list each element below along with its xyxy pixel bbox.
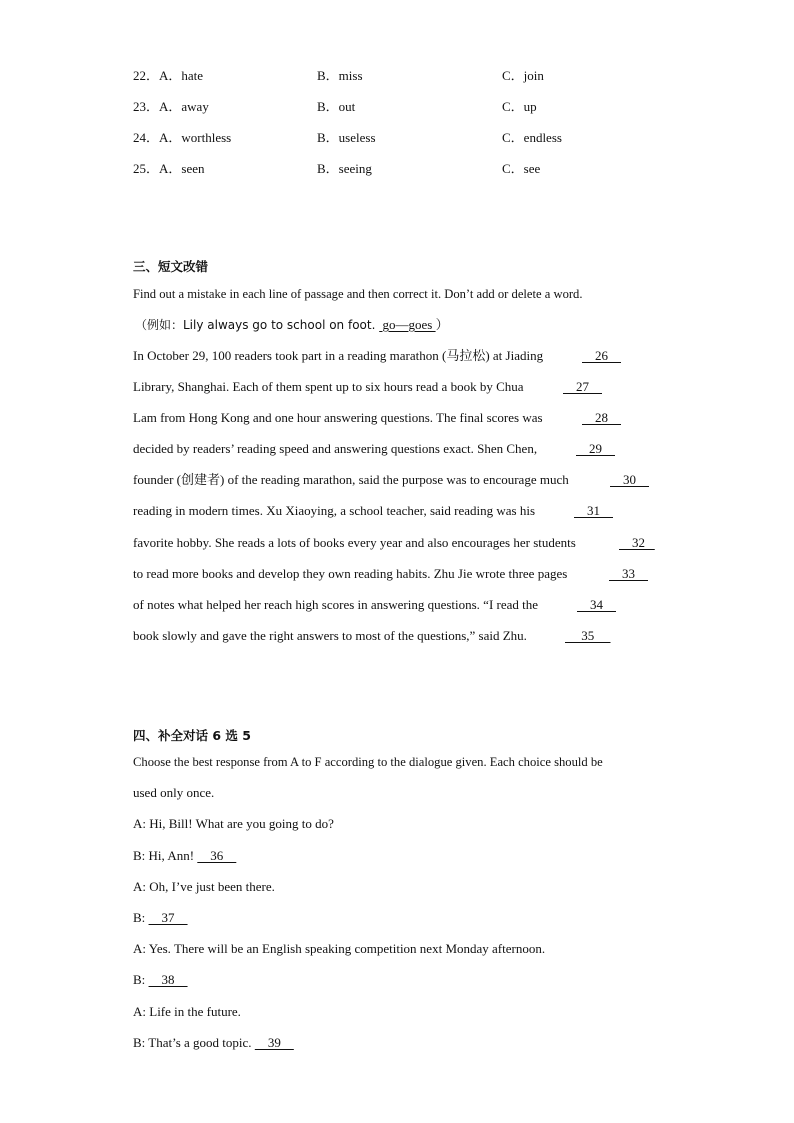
example-prefix: （例如：Lily always go to school on foot. bbox=[135, 318, 380, 332]
passage-text: to read more books and develop they own reading habits. Zhu Jie wrote three pages bbox=[133, 566, 568, 581]
answer-blank-28[interactable]: 28 bbox=[582, 410, 621, 425]
dialogue-line bbox=[133, 940, 545, 958]
passage-text: founder (创建者) of the reading marathon, said the purpose was to encourage much bbox=[133, 472, 569, 487]
passage-text: reading in modern times. Xu Xiaoying, a school teacher, said reading was his bbox=[133, 503, 536, 518]
answer-blank-36[interactable]: 36 bbox=[197, 848, 237, 863]
option-c: C．up bbox=[502, 99, 537, 114]
passage-line bbox=[133, 347, 621, 365]
dialogue-line bbox=[133, 1003, 241, 1021]
dialogue-line bbox=[133, 815, 334, 833]
passage-line bbox=[133, 565, 648, 583]
section-3-heading: 三、短文改错 bbox=[133, 259, 209, 274]
option-c: C．endless bbox=[502, 130, 562, 145]
answer-blank-26[interactable]: 26 bbox=[582, 348, 621, 363]
answer-blank-32[interactable]: 32 bbox=[619, 535, 655, 550]
passage-line bbox=[133, 409, 621, 427]
section-3-example bbox=[135, 316, 449, 334]
option-b: B．useless bbox=[317, 130, 376, 145]
example-answer: go—goes bbox=[379, 317, 436, 332]
passage-line bbox=[133, 596, 616, 614]
answer-blank-30[interactable]: 30 bbox=[610, 472, 649, 487]
answer-blank-39[interactable]: 39 bbox=[254, 1035, 294, 1050]
option-b: B．out bbox=[317, 99, 356, 114]
passage-text: book slowly and gave the right answers to most of the questions,” said Zhu. bbox=[133, 628, 527, 643]
passage-line bbox=[133, 502, 613, 520]
example-suffix: ） bbox=[435, 317, 449, 332]
dialogue-text: A: Hi, Bill! What are you going to do? bbox=[133, 816, 334, 831]
answer-blank-35[interactable]: 35 bbox=[565, 628, 611, 643]
passage-text: In October 29, 100 readers took part in a reading marathon (马拉松) at Jiading bbox=[133, 348, 544, 363]
dialogue-text: A: Yes. There will be an English speaking competition next Monday afternoon. bbox=[133, 941, 546, 956]
answer-blank-37[interactable]: 37 bbox=[148, 910, 188, 925]
dialogue-line bbox=[133, 847, 236, 865]
dialogue-text: A: Life in the future. bbox=[133, 1004, 241, 1019]
dialogue-line bbox=[133, 909, 188, 927]
passage-text: favorite hobby. She reads a lots of books every year and also encourages her students bbox=[133, 535, 576, 550]
dialogue-text: B: bbox=[133, 910, 149, 925]
section-4-heading: 四、补全对话 6 选 5 bbox=[133, 728, 251, 743]
dialogue-line bbox=[133, 1034, 294, 1052]
question-number: 23． bbox=[133, 99, 160, 114]
option-a: A．away bbox=[159, 99, 209, 114]
question-number: 24． bbox=[133, 130, 160, 145]
passage-line bbox=[133, 440, 615, 458]
passage-text: of notes what helped her reach high scores in answering questions. “I read the bbox=[133, 597, 539, 612]
passage-line bbox=[133, 534, 655, 552]
dialogue-line bbox=[133, 878, 275, 896]
option-b: B．seeing bbox=[317, 161, 372, 176]
answer-blank-34[interactable]: 34 bbox=[577, 597, 616, 612]
dialogue-text: B: Hi, Ann! bbox=[133, 848, 198, 863]
passage-text: Library, Shanghai. Each of them spent up to six hours read a book by Chua bbox=[133, 379, 524, 394]
answer-blank-31[interactable]: 31 bbox=[574, 503, 613, 518]
passage-line bbox=[133, 471, 649, 489]
passage-text: Lam from Hong Kong and one hour answering questions. The final scores was bbox=[133, 410, 543, 425]
section-4-instruction-line-2: used only once. bbox=[133, 785, 215, 800]
option-c: C．see bbox=[502, 161, 541, 176]
answer-blank-38[interactable]: 38 bbox=[148, 972, 188, 987]
option-a: A．hate bbox=[159, 68, 204, 83]
option-a: A．seen bbox=[159, 161, 205, 176]
dialogue-text: B: bbox=[133, 972, 149, 987]
answer-blank-27[interactable]: 27 bbox=[563, 379, 602, 394]
section-3-instruction: Find out a mistake in each line of passage and then correct it. Don’t add or delete a word. bbox=[133, 287, 583, 301]
dialogue-text: A: Oh, I’ve just been there. bbox=[133, 879, 275, 894]
passage-text: decided by readers’ reading speed and answering questions exact. Shen Chen, bbox=[133, 441, 538, 456]
question-number: 25． bbox=[133, 161, 160, 176]
option-a: A．worthless bbox=[159, 130, 232, 145]
answer-blank-33[interactable]: 33 bbox=[609, 566, 648, 581]
option-c: C．join bbox=[502, 68, 544, 83]
dialogue-line bbox=[133, 971, 188, 989]
dialogue-text: B: That’s a good topic. bbox=[133, 1035, 255, 1050]
passage-line bbox=[133, 627, 611, 645]
question-number: 22． bbox=[133, 68, 160, 83]
option-b: B．miss bbox=[317, 68, 363, 83]
passage-line bbox=[133, 378, 602, 396]
answer-blank-29[interactable]: 29 bbox=[576, 441, 615, 456]
section-4-instruction-line-1: Choose the best response from A to F according to the dialogue given. Each choice should be bbox=[133, 755, 603, 769]
